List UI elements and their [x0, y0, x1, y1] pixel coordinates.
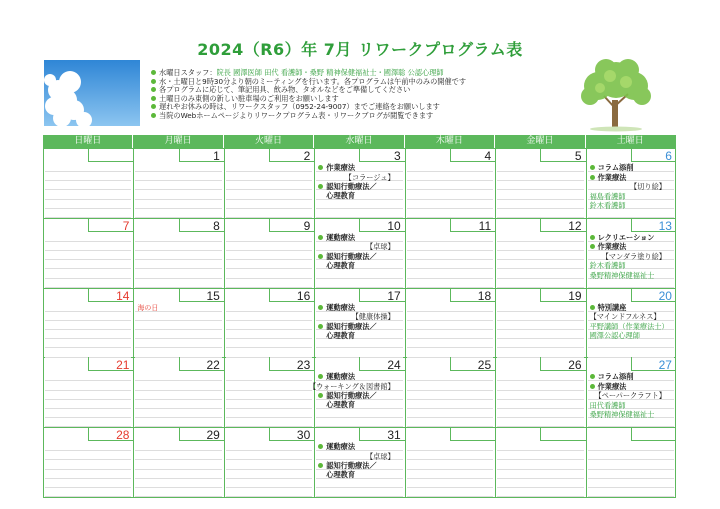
ruled-line [226, 180, 312, 181]
program-item: 運動療法 [318, 442, 355, 451]
ruled-line [497, 208, 583, 209]
ruled-line [45, 487, 131, 488]
weekday-header: 土曜日 [586, 135, 676, 148]
page-title: 2024（R6）年 7月 リワークプログラム表 [197, 40, 523, 59]
ruled-line [226, 459, 312, 460]
day-cell [43, 288, 133, 358]
ruled-line [407, 241, 493, 242]
notice-item [151, 112, 571, 121]
ruled-line [45, 450, 131, 451]
day-cell [308, 357, 404, 427]
ruled-line [45, 250, 131, 251]
day-cell [405, 288, 495, 358]
ruled-line [135, 347, 221, 348]
ruled-line [497, 189, 583, 190]
bullet-icon [590, 374, 595, 379]
weekday-header: 日曜日 [43, 135, 133, 148]
day-number: 23 [296, 358, 311, 373]
day-number: 13 [658, 218, 672, 233]
bullet-icon [151, 104, 156, 109]
bullet-icon [151, 113, 156, 118]
program-item-cont: 心理教育 [326, 470, 356, 480]
staff-name: 田代看護師 [589, 400, 626, 410]
ruled-line [135, 450, 221, 451]
ruled-line [45, 380, 131, 381]
day-number: 8 [213, 218, 220, 233]
ruled-line [497, 320, 583, 321]
ruled-line [45, 478, 131, 479]
weekday-header: 金曜日 [495, 135, 585, 148]
ruled-line [45, 417, 131, 418]
ruled-line [316, 487, 402, 488]
ruled-line [226, 259, 312, 260]
program-activity: 【卓球】 [365, 451, 395, 461]
ruled-line [226, 417, 312, 418]
ruled-line [135, 417, 221, 418]
date-box [540, 427, 585, 441]
ruled-line [407, 320, 493, 321]
bullet-icon [590, 175, 595, 180]
day-cell [586, 148, 676, 218]
day-cell [224, 288, 314, 358]
ruled-line [226, 250, 312, 251]
day-number: 31 [387, 428, 401, 443]
bullet-icon [318, 305, 323, 310]
day-cell [133, 288, 223, 358]
program-item: 作業療法 [590, 242, 627, 251]
calendar-grid [43, 135, 676, 497]
ruled-line [45, 268, 131, 269]
ruled-line [497, 347, 583, 348]
ruled-line [226, 487, 312, 488]
ruled-line [226, 450, 312, 451]
ruled-line [45, 208, 131, 209]
program-item-cont: 心理教育 [326, 400, 356, 410]
ruled-line [226, 478, 312, 479]
bullet-icon [318, 324, 323, 329]
day-number: 28 [116, 428, 130, 443]
day-cell [405, 427, 495, 497]
ruled-line [226, 208, 312, 209]
ruled-line [45, 199, 131, 200]
ruled-line [135, 399, 221, 400]
program-item: 認知行動療法／ [318, 391, 376, 400]
ruled-line [135, 180, 221, 181]
ruled-line [135, 487, 221, 488]
ruled-line [45, 180, 131, 181]
day-number: 19 [568, 288, 582, 303]
notice-text: 当院のWebホームページよりリワークプログラム表・リワークブログが閲覧できます [159, 110, 434, 120]
ruled-line [135, 478, 221, 479]
weekday-header: 水曜日 [314, 135, 404, 148]
bullet-icon [318, 254, 323, 259]
day-cell [586, 288, 676, 358]
weekday-header: 木曜日 [405, 135, 495, 148]
ruled-line [588, 459, 674, 460]
ruled-line [497, 496, 583, 497]
program-item: 特別講座 [590, 303, 627, 312]
ruled-line [407, 390, 493, 391]
day-number: 11 [478, 218, 492, 233]
ruled-line [407, 199, 493, 200]
day-cell [495, 427, 585, 497]
ruled-line [226, 380, 312, 381]
day-cell [43, 218, 133, 288]
ruled-line [226, 347, 312, 348]
date-box [631, 427, 676, 441]
ruled-line [497, 408, 583, 409]
day-number: 18 [477, 288, 492, 303]
day-number: 7 [122, 218, 130, 233]
program-item: 作業療法 [590, 382, 627, 391]
program-item: 運動療法 [318, 372, 355, 381]
day-number: 16 [296, 288, 311, 303]
ruled-line [497, 399, 583, 400]
ruled-line [407, 380, 493, 381]
day-number: 22 [206, 358, 220, 373]
day-cell [224, 427, 314, 497]
ruled-line [135, 380, 221, 381]
bullet-icon [318, 463, 323, 468]
day-number: 3 [394, 149, 401, 163]
ruled-line [407, 459, 493, 460]
day-number: 4 [484, 149, 492, 163]
day-cell [133, 357, 223, 427]
ruled-line [45, 496, 131, 497]
bullet-icon [151, 87, 156, 92]
day-cell [586, 427, 676, 497]
ruled-line [497, 241, 583, 242]
ruled-line [497, 478, 583, 479]
day-number: 15 [206, 288, 220, 303]
day-number: 25 [477, 358, 492, 373]
ruled-line [407, 487, 493, 488]
program-item: 認知行動療法／ [318, 322, 376, 331]
ruled-line [407, 171, 493, 172]
staff-name: 福島看護師 [589, 191, 626, 201]
staff-name: 鈴木看護師 [589, 201, 626, 210]
ruled-line [135, 496, 221, 497]
staff-name: 桑野精神保健福祉士 [589, 410, 655, 420]
ruled-line [588, 478, 674, 479]
ruled-line [135, 268, 221, 269]
holiday-label: 海の日 [137, 303, 159, 312]
ruled-line [135, 241, 221, 242]
ruled-line [226, 189, 312, 190]
ruled-line [45, 171, 131, 172]
bullet-icon [318, 165, 323, 170]
ruled-line [497, 417, 583, 418]
program-item: レクリエーション [590, 233, 655, 242]
program-activity: 【ウォーキング＆図書館】 [308, 381, 395, 391]
date-box [450, 427, 495, 441]
ruled-line [45, 189, 131, 190]
day-number: 26 [568, 358, 582, 373]
bullet-icon [318, 393, 323, 398]
staff-name: 鈴木看護師 [589, 261, 626, 271]
day-number: 30 [296, 428, 311, 443]
ruled-line [407, 496, 493, 497]
ruled-line [407, 399, 493, 400]
ruled-line [588, 487, 674, 488]
program-item: 作業療法 [318, 163, 355, 172]
bullet-icon [590, 305, 595, 310]
ruled-line [497, 380, 583, 381]
day-cell [224, 218, 314, 288]
ruled-line [135, 338, 221, 339]
program-activity: 【ペーパークラフト】 [594, 391, 666, 401]
ruled-line [407, 329, 493, 330]
day-cell [495, 148, 585, 218]
ruled-line [316, 347, 402, 348]
bullet-icon [590, 244, 595, 249]
ruled-line [45, 399, 131, 400]
ruled-line [135, 469, 221, 470]
day-number: 12 [568, 218, 582, 233]
day-number: 6 [665, 149, 672, 163]
day-cell [405, 357, 495, 427]
ruled-line [226, 329, 312, 330]
day-number: 1 [213, 149, 220, 163]
ruled-line [226, 399, 312, 400]
ruled-line [226, 241, 312, 242]
ruled-line [497, 450, 583, 451]
ruled-line [588, 347, 674, 348]
ruled-line [135, 408, 221, 409]
ruled-line [226, 171, 312, 172]
weekday-header: 月曜日 [133, 135, 223, 148]
day-cell [495, 357, 585, 427]
ruled-line [497, 487, 583, 488]
day-cell [495, 218, 585, 288]
program-activity: 【マインドフルネス】 [589, 312, 661, 322]
ruled-line [588, 450, 674, 451]
day-cell [314, 427, 404, 497]
day-cell [133, 148, 223, 218]
day-cell [224, 357, 314, 427]
ruled-line [407, 311, 493, 312]
ruled-line [135, 171, 221, 172]
ruled-line [226, 408, 312, 409]
ruled-line [135, 390, 221, 391]
day-cell [133, 427, 223, 497]
bullet-icon [151, 96, 156, 101]
notice-text: 土曜日のみ東側の新しい駐車場のご利用をお願いします [159, 93, 339, 103]
staff-name: 國澤公認心理師 [589, 331, 640, 341]
bullet-icon [318, 374, 323, 379]
ruled-line [497, 459, 583, 460]
ruled-line [407, 189, 493, 190]
ruled-line [316, 208, 402, 209]
ruled-line [45, 329, 131, 330]
ruled-line [407, 250, 493, 251]
ruled-line [45, 390, 131, 391]
program-item: 作業療法 [590, 173, 627, 182]
staff-name: 桑野精神保健福祉士 [589, 270, 655, 280]
ruled-line [226, 338, 312, 339]
program-item: コラム添削 [590, 372, 634, 381]
bullet-icon [318, 444, 323, 449]
ruled-line [45, 311, 131, 312]
staff-name: 平野講師（作業療法士） [589, 321, 669, 331]
program-item: 運動療法 [318, 303, 355, 312]
ruled-line [226, 311, 312, 312]
staff-label: 水曜日スタッフ： [159, 68, 217, 77]
ruled-line [497, 171, 583, 172]
program-activity: 【健康体操】 [351, 312, 395, 322]
tree-illustration [566, 58, 666, 132]
ruled-line [135, 320, 221, 321]
notice-list [151, 69, 571, 121]
notice-text: 遅れやお休みの時は、リワークスタッフ（0952-24-9007）までご連絡をお願いします [159, 102, 440, 112]
ruled-line [135, 250, 221, 251]
ruled-line [135, 329, 221, 330]
ruled-line [497, 338, 583, 339]
bullet-icon [151, 70, 156, 75]
bullet-icon [151, 79, 156, 84]
program-activity: 【切り絵】 [630, 182, 666, 191]
ruled-line [135, 278, 221, 279]
ruled-line [407, 408, 493, 409]
ruled-line [588, 469, 674, 470]
ruled-line [226, 390, 312, 391]
day-number: 29 [206, 428, 220, 443]
day-cell [314, 218, 404, 288]
ruled-line [497, 390, 583, 391]
ruled-line [407, 469, 493, 470]
ruled-line [497, 268, 583, 269]
bullet-icon [590, 384, 595, 389]
program-item: 認知行動療法／ [318, 461, 376, 470]
ruled-line [497, 311, 583, 312]
program-item: コラム添削 [590, 163, 634, 172]
date-box [88, 148, 133, 162]
staff-names: 院長 國澤医師 田代 看護師・桑野 精神保健福祉士・國澤聡 公認心理師 [216, 68, 444, 77]
ruled-line [226, 199, 312, 200]
ruled-line [45, 469, 131, 470]
ruled-line [316, 496, 402, 497]
ruled-line [226, 278, 312, 279]
program-activity: 【卓球】 [365, 242, 395, 252]
program-item-cont: 心理教育 [326, 330, 356, 340]
program-activity: 【コラージュ】 [344, 172, 395, 182]
sky-clouds-illustration [44, 60, 140, 126]
day-number: 9 [303, 218, 311, 233]
ruled-line [135, 199, 221, 200]
ruled-line [45, 241, 131, 242]
day-number: 10 [387, 218, 401, 233]
notice-text: 水・土曜日と9時30分より朝のミーティングを行います。各プログラムは午前中のみの開催です [159, 76, 467, 86]
bullet-icon [590, 165, 595, 170]
program-item: 認知行動療法／ [318, 182, 376, 191]
notice-text: 各プログラムに応じて、筆記用具、飲み物、タオルなどをご準備してください [159, 85, 411, 95]
weekday-header: 火曜日 [224, 135, 314, 148]
program-item: 認知行動療法／ [318, 252, 376, 261]
ruled-line [226, 496, 312, 497]
ruled-line [407, 338, 493, 339]
ruled-line [497, 259, 583, 260]
ruled-line [407, 478, 493, 479]
program-item-cont: 心理教育 [326, 260, 356, 270]
ruled-line [497, 329, 583, 330]
ruled-line [226, 469, 312, 470]
day-cell [133, 218, 223, 288]
ruled-line [135, 259, 221, 260]
ruled-line [45, 259, 131, 260]
day-cell [224, 148, 314, 218]
ruled-line [135, 189, 221, 190]
ruled-line [407, 259, 493, 260]
ruled-line [407, 268, 493, 269]
ruled-line [226, 268, 312, 269]
day-cell [43, 357, 133, 427]
ruled-line [497, 278, 583, 279]
day-number: 5 [574, 149, 582, 163]
day-number: 20 [658, 288, 672, 303]
day-number: 2 [303, 149, 311, 163]
bullet-icon [318, 184, 323, 189]
ruled-line [588, 496, 674, 497]
day-cell [43, 148, 133, 218]
ruled-line [45, 278, 131, 279]
ruled-line [45, 338, 131, 339]
ruled-line [45, 408, 131, 409]
ruled-line [407, 278, 493, 279]
day-cell [314, 148, 404, 218]
day-number: 21 [116, 358, 130, 373]
program-item-cont: 心理教育 [326, 191, 356, 200]
day-cell [586, 218, 676, 288]
bullet-icon [590, 235, 595, 240]
ruled-line [45, 347, 131, 348]
ruled-line [316, 417, 402, 418]
ruled-line [497, 250, 583, 251]
ruled-line [407, 417, 493, 418]
ruled-line [135, 459, 221, 460]
ruled-line [407, 450, 493, 451]
day-cell [405, 148, 495, 218]
ruled-line [45, 459, 131, 460]
day-number: 24 [387, 358, 401, 373]
program-activity: 【マンダラ塗り絵】 [601, 251, 666, 261]
ruled-line [497, 180, 583, 181]
program-item: 運動療法 [318, 233, 355, 242]
day-cell [43, 427, 133, 497]
ruled-line [407, 180, 493, 181]
ruled-line [316, 278, 402, 279]
day-number: 17 [387, 288, 401, 303]
ruled-line [497, 199, 583, 200]
day-number: 27 [658, 358, 672, 373]
day-cell [314, 288, 404, 358]
day-cell [495, 288, 585, 358]
ruled-line [135, 208, 221, 209]
bullet-icon [318, 235, 323, 240]
ruled-line [226, 320, 312, 321]
ruled-line [45, 320, 131, 321]
ruled-line [497, 469, 583, 470]
ruled-line [407, 347, 493, 348]
day-cell [586, 357, 676, 427]
day-cell [405, 218, 495, 288]
day-number: 14 [116, 288, 130, 303]
ruled-line [407, 208, 493, 209]
